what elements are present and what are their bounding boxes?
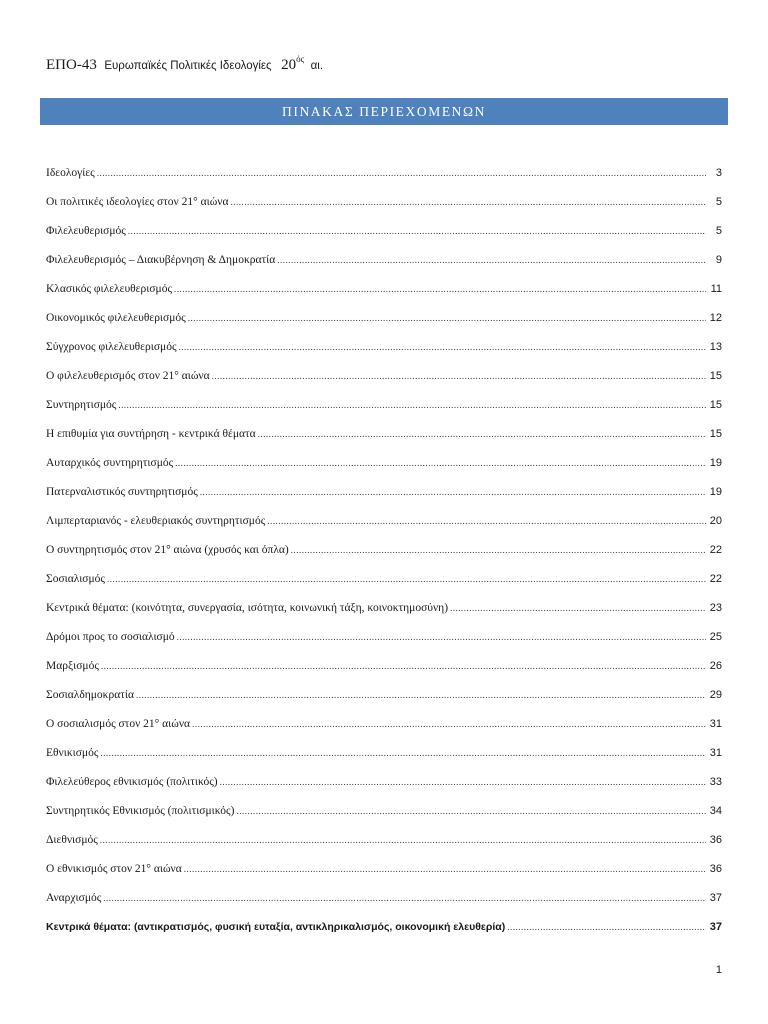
toc-dot-leader	[179, 342, 706, 352]
toc-dot-leader	[118, 400, 706, 410]
century-label	[281, 54, 305, 73]
document-header	[46, 54, 323, 74]
toc-dot-leader	[177, 632, 706, 642]
toc-entry-title: Σοσιαλισμός	[46, 573, 105, 585]
century-number: 20	[281, 57, 297, 73]
toc-entry-page: 34	[709, 805, 722, 817]
toc-entry-title: Δρόμοι προς το σοσιαλισμό	[46, 631, 175, 643]
toc-entry-page: 3	[715, 167, 722, 179]
toc-entry-title: Ο φιλελευθερισμός στον 21° αιώνα	[46, 370, 210, 382]
toc-entry[interactable]	[46, 428, 722, 457]
course-code: ΕΠΟ-43	[46, 57, 97, 73]
toc-entry[interactable]	[46, 225, 722, 254]
toc-dot-leader	[200, 487, 706, 497]
toc-dot-leader	[188, 313, 706, 323]
toc-entry-page: 37	[709, 892, 722, 904]
toc-entry[interactable]	[46, 805, 722, 834]
toc-entry-title: Ιδεολογίες	[46, 167, 95, 179]
toc-entry-page: 22	[709, 573, 722, 585]
toc-entry[interactable]	[46, 283, 722, 312]
toc-entry-title: Κλασικός φιλελευθερισμός	[46, 283, 172, 295]
toc-entry[interactable]	[46, 631, 722, 660]
toc-entry-page: 5	[715, 225, 722, 237]
toc-entry[interactable]	[46, 863, 722, 892]
toc-dot-leader	[267, 516, 706, 526]
toc-entry[interactable]	[46, 834, 722, 863]
toc-dot-leader	[507, 922, 706, 932]
toc-entry-title: Κεντρικά θέματα: (αντικρατισμός, φυσική ευταξία, αντικληρικαλισμός, οικονομική ελευθερία)	[46, 921, 506, 933]
toc-entry-title: Ο εθνικισμός στον 21° αιώνα	[46, 863, 182, 875]
toc-entry[interactable]	[46, 573, 722, 602]
toc-dot-leader	[220, 777, 706, 787]
toc-dot-leader	[103, 893, 706, 903]
toc-entry[interactable]	[46, 718, 722, 747]
toc-entry-page: 26	[709, 660, 722, 672]
toc-dot-leader	[97, 168, 706, 178]
toc-entry[interactable]	[46, 776, 722, 805]
toc-entry-title: Οικονομικός φιλελευθερισμός	[46, 312, 186, 324]
toc-heading: ΠΙΝΑΚΑΣ ΠΕΡΙΕΧΟΜΕΝΩΝ	[40, 98, 728, 125]
toc-entry-title: Αυταρχικός συντηρητισμός	[46, 457, 174, 469]
course-title: Ευρωπαϊκές Πολιτικές Ιδεολογίες	[104, 60, 272, 72]
toc-entry-page: 31	[709, 718, 722, 730]
toc-entry[interactable]	[46, 544, 722, 573]
toc-dot-leader	[100, 835, 706, 845]
toc-entry-page: 9	[715, 254, 722, 266]
toc-entry-title: Σοσιαλδημοκρατία	[46, 689, 134, 701]
toc-entry-title: Φιλελεύθερος εθνικισμός (πολιτικός)	[46, 776, 218, 788]
toc-entry-title: Φιλελευθερισμός	[46, 225, 126, 237]
toc-entry-title: Συντηρητισμός	[46, 399, 117, 411]
toc-dot-leader	[450, 603, 706, 613]
toc-entry[interactable]	[46, 892, 722, 921]
toc-entry-title: Πατερναλιστικός συντηρητισμός	[46, 486, 198, 498]
toc-entry-title: Μαρξισμός	[46, 660, 99, 672]
toc-entry-title: Οι πολιτικές ιδεολογίες στον 21° αιώνα	[46, 196, 229, 208]
toc-dot-leader	[184, 864, 706, 874]
toc-dot-leader	[231, 197, 706, 207]
toc-entry[interactable]	[46, 312, 722, 341]
toc-entry[interactable]	[46, 167, 722, 196]
toc-dot-leader	[136, 690, 706, 700]
toc-entry-page: 15	[709, 370, 722, 382]
table-of-contents	[46, 167, 722, 950]
toc-dot-leader	[128, 226, 706, 236]
toc-entry-title: Συντηρητικός Εθνικισμός (πολιτισμικός)	[46, 805, 235, 817]
toc-entry-page: 29	[709, 689, 722, 701]
toc-entry-title: Διεθνισμός	[46, 834, 98, 846]
toc-entry-page: 13	[709, 341, 722, 353]
toc-dot-leader	[277, 255, 706, 265]
toc-entry[interactable]	[46, 457, 722, 486]
toc-entry-title: Αναρχισμός	[46, 892, 102, 904]
toc-entry-page: 23	[709, 602, 722, 614]
toc-dot-leader	[192, 719, 706, 729]
toc-entry-title: Λιμπερταριανός - ελευθεριακός συντηρητισμός	[46, 515, 266, 527]
toc-entry-title: Φιλελευθερισμός – Διακυβέρνηση & Δημοκρατία	[46, 254, 276, 266]
toc-entry[interactable]	[46, 602, 722, 631]
toc-entry-page: 36	[709, 863, 722, 875]
toc-entry[interactable]	[46, 196, 722, 225]
toc-dot-leader	[291, 545, 706, 555]
toc-entry-page: 22	[709, 544, 722, 556]
toc-entry-page: 5	[715, 196, 722, 208]
toc-entry-page: 37	[709, 921, 722, 933]
toc-entry-title: Κεντρικά θέματα: (κοινότητα, συνεργασία, ισότητα, κοινωνική τάξη, κοινοκτημοσύνη)	[46, 602, 449, 614]
toc-entry-page: 15	[709, 428, 722, 440]
toc-entry-title: Η επιθυμία για συντήρηση - κεντρικά θέματα	[46, 428, 256, 440]
toc-entry-page: 19	[709, 486, 722, 498]
toc-entry-title: Σύγχρονος φιλελευθερισμός	[46, 341, 177, 353]
toc-entry[interactable]	[46, 486, 722, 515]
toc-entry[interactable]	[46, 660, 722, 689]
toc-dot-leader	[107, 574, 706, 584]
toc-dot-leader	[101, 661, 706, 671]
toc-entry-title: Ο σοσιαλισμός στον 21° αιώνα	[46, 718, 191, 730]
toc-dot-leader	[175, 458, 706, 468]
century-suffix: αι.	[310, 60, 324, 72]
toc-dot-leader	[236, 806, 706, 816]
toc-dot-leader	[100, 748, 706, 758]
toc-entry-page: 15	[709, 399, 722, 411]
toc-entry[interactable]	[46, 254, 722, 283]
toc-entry[interactable]	[46, 747, 722, 776]
page-number: 1	[715, 964, 722, 976]
toc-entry[interactable]	[46, 921, 722, 950]
toc-entry-page: 12	[709, 312, 722, 324]
toc-entry[interactable]	[46, 689, 722, 718]
toc-entry-page: 19	[709, 457, 722, 469]
century-ordinal: ός	[296, 54, 305, 64]
toc-entry-page: 31	[709, 747, 722, 759]
toc-dot-leader	[212, 371, 706, 381]
toc-dot-leader	[174, 284, 706, 294]
toc-entry-title: Εθνικισμός	[46, 747, 99, 759]
toc-entry-page: 20	[709, 515, 722, 527]
toc-entry[interactable]	[46, 515, 722, 544]
toc-entry-page: 33	[709, 776, 722, 788]
toc-entry-page: 25	[709, 631, 722, 643]
toc-entry[interactable]	[46, 399, 722, 428]
toc-entry[interactable]	[46, 341, 722, 370]
toc-entry[interactable]	[46, 370, 722, 399]
toc-entry-title: Ο συντηρητισμός στον 21° αιώνα (χρυσός και όπλα)	[46, 544, 289, 556]
toc-entry-page: 11	[710, 283, 722, 295]
toc-dot-leader	[258, 429, 706, 439]
toc-entry-page: 36	[709, 834, 722, 846]
